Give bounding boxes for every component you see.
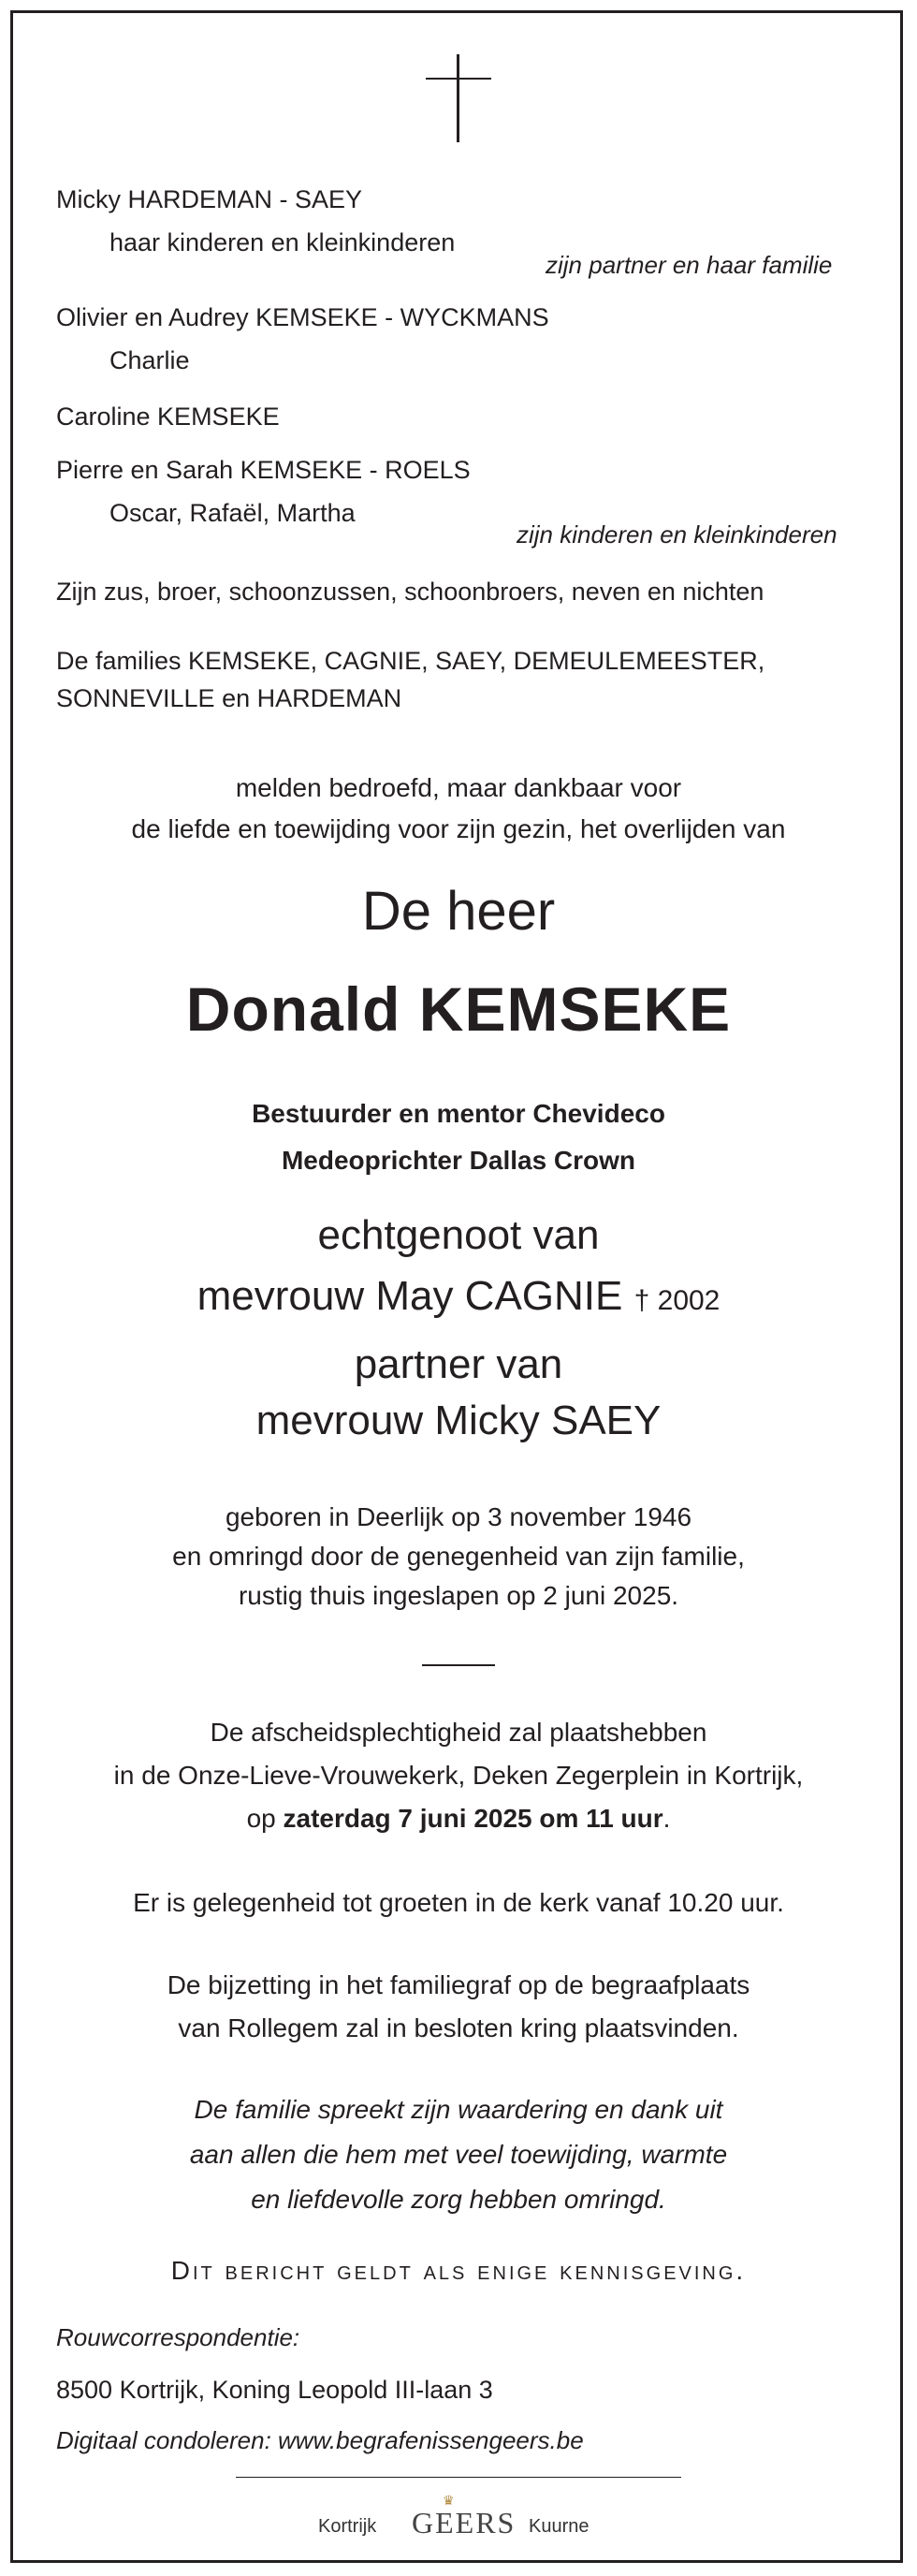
divider bbox=[422, 1664, 495, 1666]
footer-location: Kortrijk bbox=[318, 2516, 377, 2537]
family-line: haar kinderen en kleinkinderen bbox=[109, 228, 456, 256]
thanks-line: De familie spreekt zijn waardering en dank uit bbox=[194, 2095, 723, 2124]
ceremony-line: De afscheidsplechtigheid zal plaatshebben bbox=[210, 1718, 707, 1747]
family-line: Pierre en Sarah KEMSEKE - ROELS bbox=[56, 456, 471, 484]
geers-logo: GEERS bbox=[412, 2506, 517, 2539]
family-line: De families KEMSEKE, CAGNIE, SAEY, DEMEULEMEESTER, bbox=[56, 647, 765, 675]
family-line: Micky HARDEMAN - SAEY bbox=[56, 185, 363, 213]
family-line: Olivier en Audrey KEMSEKE - WYCKMANS bbox=[56, 303, 549, 331]
correspondence-label: Rouwcorrespondentie: bbox=[56, 2323, 300, 2351]
life-line: geboren in Deerlijk op 3 november 1946 bbox=[225, 1502, 692, 1531]
family-line: Zijn zus, broer, schoonzussen, schoonbroers, neven en nichten bbox=[56, 578, 764, 606]
online-condolence: Digitaal condoleren: www.begrafenissengeers.be bbox=[56, 2426, 584, 2454]
family-note: zijn partner en haar familie bbox=[546, 251, 833, 279]
correspondence-address: 8500 Kortrijk, Koning Leopold III-laan 3 bbox=[56, 2376, 493, 2404]
thanks-line: aan allen die hem met veel toewijding, warmte bbox=[189, 2140, 728, 2169]
deceased-name: Donald KEMSEKE bbox=[185, 974, 732, 1044]
partner-line: mevrouw Micky SAEY bbox=[255, 1398, 662, 1443]
footer-location: Kuurne bbox=[529, 2516, 590, 2537]
family-line: Caroline KEMSEKE bbox=[56, 402, 280, 431]
greeting-line: Er is gelegenheid tot groeten in de kerk vanaf 10.20 uur. bbox=[133, 1888, 784, 1917]
cross-icon bbox=[457, 54, 459, 142]
deceased-title: De heer bbox=[361, 881, 556, 942]
ceremony-prefix: op bbox=[246, 1804, 284, 1833]
ceremony-suffix: . bbox=[662, 1804, 671, 1833]
spouse-name: mevrouw May CAGNIE bbox=[196, 1273, 623, 1319]
cross-icon-bar bbox=[426, 78, 491, 80]
deceased-function: Medeoprichter Dallas Crown bbox=[281, 1146, 636, 1175]
ceremony-line: in de Onze-Lieve-Vrouwekerk, Deken Zegerplein in Kortrijk, bbox=[113, 1761, 804, 1790]
notice: Dit bericht geldt als enige kennisgeving. bbox=[170, 2256, 747, 2285]
family-line: Oscar, Rafaël, Martha bbox=[109, 499, 356, 527]
family-note: zijn kinderen en kleinkinderen bbox=[517, 520, 837, 549]
crown-icon: ♛ bbox=[443, 2493, 455, 2508]
family-line: SONNEVILLE en HARDEMAN bbox=[56, 684, 402, 712]
partner-line: partner van bbox=[354, 1341, 563, 1387]
deceased-function: Bestuurder en mentor Chevideco bbox=[252, 1099, 665, 1128]
ceremony-date: zaterdag 7 juni 2025 om 11 uur bbox=[283, 1804, 663, 1833]
thanks-line: en liefdevolle zorg hebben omringd. bbox=[251, 2185, 666, 2214]
footer-rule bbox=[236, 2477, 681, 2478]
ceremony-line bbox=[0, 1797, 917, 1840]
announce-line: de liefde en toewijding voor zijn gezin, het overlijden van bbox=[131, 814, 786, 843]
burial-line: van Rollegem zal in besloten kring plaatsvinden. bbox=[178, 2013, 739, 2042]
family-line: Charlie bbox=[109, 346, 190, 374]
life-line: rustig thuis ingeslapen op 2 juni 2025. bbox=[238, 1581, 679, 1610]
spouse-line bbox=[0, 1268, 917, 1329]
burial-line: De bijzetting in het familiegraf op de begraafplaats bbox=[167, 1970, 750, 1999]
spouse-death-year: † 2002 bbox=[633, 1285, 720, 1316]
life-line: en omringd door de genegenheid van zijn familie, bbox=[172, 1542, 745, 1571]
spouse-line: echtgenoot van bbox=[317, 1212, 600, 1258]
announce-line: melden bedroefd, maar dankbaar voor bbox=[235, 773, 682, 802]
